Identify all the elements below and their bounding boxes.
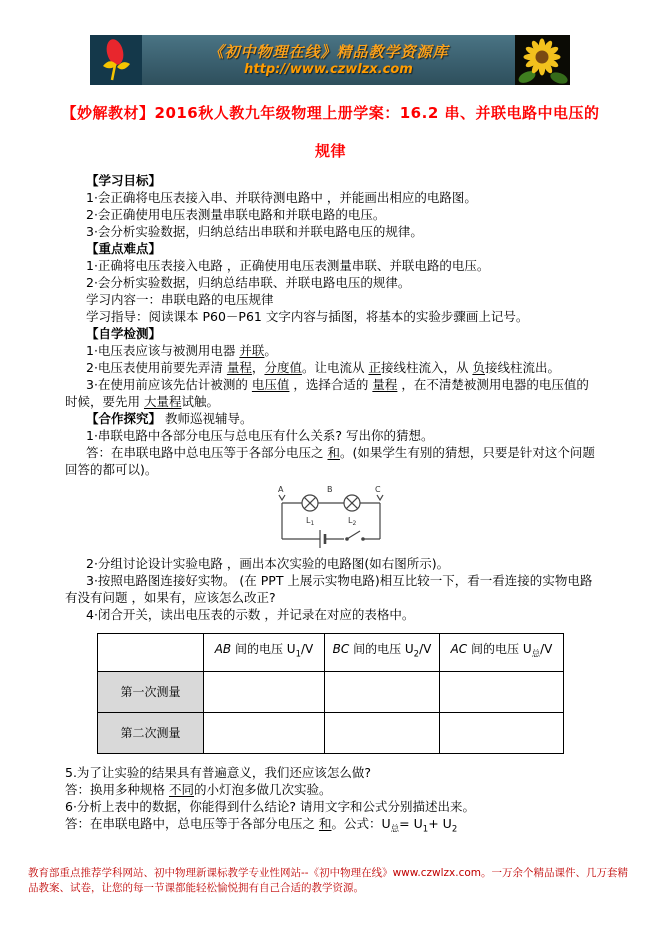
site-url-link[interactable]: http://www.czwlzx.com — [244, 61, 413, 77]
coop-question-3: 3·按照电路图连接好实物。 (在 PPT 上展示实物电路)相互比较一下，看一看连接的实物电路有没有问题 ，如果有，应该怎么改正? — [65, 573, 593, 605]
blank-answer: 正 — [368, 360, 381, 375]
blank-answer: 负 — [472, 360, 485, 375]
coop-question-4: 4·闭合开关，读出电压表的示数 ，并记录在对应的表格中。 — [86, 607, 415, 622]
blank-answer: 量程 — [226, 360, 252, 375]
learning-goal-item: 1·会正确将电压表接入串、并联待测电路中 ，并能画出相应的电路图。 — [86, 190, 477, 205]
summary-question-5: 5.为了让实验的结果具有普遍意义，我们还应该怎么做? — [65, 765, 372, 780]
coop-question-1: 1·串联电路中各部分电压与总电压有什么关系? 写出你的猜想。 — [86, 428, 434, 443]
blank-answer: 不同 — [168, 782, 194, 797]
study-guide-line: 学习指导：阅读课本 P60－P61 文字内容与插图，将基本的实验步骤画上记号。 — [86, 309, 529, 324]
blank-answer: 量程 — [372, 377, 398, 392]
coop-question-2: 2·分组讨论设计实验电路 ，画出本次实验的电路图(如右图所示)。 — [86, 556, 450, 571]
table-cell-empty — [325, 713, 440, 754]
circuit-point-a-label: A — [278, 485, 284, 494]
table-header-bc: BC 间的电压 $U_2/V$ — [325, 634, 440, 672]
table-cell-empty — [440, 672, 564, 713]
learning-goals-header: 【学习目标】 — [86, 173, 162, 188]
footer-note: 教育部重点推荐学科网站、初中物理新课标教学专业性网站--《初中物理在线》www.czwlzx.com。一万余个精品课件、几万套精品教案、试卷，让您的每一节课都能轻松愉悦拥有自己合适的教学资源。 — [28, 867, 628, 894]
self-test-header: 【自学检测】 — [86, 326, 162, 341]
page-title-line1: 【妙解教材】2016秋人教九年级物理上册学案：16.2 串、并联电路中电压的 — [61, 104, 600, 122]
page-title-line2: 规律 — [314, 142, 346, 160]
site-title: 《初中物理在线》精品教学资源库 — [208, 42, 449, 61]
coop-header: 【合作探究】 — [86, 411, 162, 426]
table-cell-empty — [325, 672, 440, 713]
self-test-item-3: 3·在使用前应该先估计被测的 电压值 ，选择合适的 量程 ，在不清楚被测用电器的电压值的时候，要先用 大量程试触。 — [65, 377, 589, 409]
row-label-second: 第二次测量 — [98, 713, 204, 754]
circuit-point-c-label: C — [375, 485, 381, 494]
circuit-point-b-label: B — [327, 485, 333, 494]
table-header-ac: AC 间的电压 $U_总/V$ — [440, 634, 564, 672]
blank-answer: 电压值 — [251, 377, 290, 392]
table-row — [98, 713, 564, 754]
blank-answer: 大量程 — [143, 394, 182, 409]
learning-goal-item: 2·会正确使用电压表测量串联电路和并联电路的电压。 — [86, 207, 386, 222]
table-cell-empty — [440, 713, 564, 754]
summary-answer-5: 答：换用多种规格 不同的小灯泡多做几次实验。 — [65, 782, 332, 797]
blank-answer: 和 — [318, 816, 332, 831]
key-point-item: 2·会分析实验数据，归纳总结串联、并联电路电压的规律。 — [86, 275, 411, 290]
coop-answer-1: 答：在串联电路中总电压等于各部分电压之 和。(如果学生有别的猜想，只要是针对这个问题回答的都可以)。 — [65, 445, 595, 477]
learning-goal-item: 3·会分析实验数据，归纳总结出串联和并联电路电压的规律。 — [86, 224, 423, 239]
banner-text-block — [142, 35, 515, 85]
blank-answer: 分度值 — [264, 360, 302, 375]
table-header-row — [98, 634, 564, 672]
summary-answer-6: 答：在串联电路中，总电压等于各部分电压之 和。公式：$U_总= U_1+ U_2$ — [65, 816, 458, 835]
page-title — [0, 94, 661, 170]
document-body — [65, 172, 597, 839]
table-cell-empty — [204, 713, 325, 754]
measurement-table — [97, 633, 564, 754]
key-point-item: 1·正确将电压表接入电路 ，正确使用电压表测量串联、并联电路的电压。 — [86, 258, 490, 273]
lamp2-label: $L_2$ — [348, 516, 357, 527]
blank-answer: 和 — [327, 445, 340, 460]
summary-question-6: 6·分析上表中的数据，你能得到什么结论? 请用文字和公式分别描述出来。 — [65, 799, 476, 814]
blank-answer: 并联 — [239, 343, 265, 358]
lamp1-label: $L_1$ — [306, 516, 315, 527]
table-row — [98, 672, 564, 713]
site-logo-icon — [90, 35, 142, 85]
self-test-item-2: 2·电压表使用前要先弄清 量程，分度值。让电流从 正接线柱流入，从 负接线柱流出。 — [86, 360, 560, 375]
circuit-diagram — [65, 483, 597, 551]
table-header-ab: AB 间的电压 $U_1/V$ — [204, 634, 325, 672]
row-label-first: 第一次测量 — [98, 672, 204, 713]
key-points-header: 【重点难点】 — [86, 241, 162, 256]
sunflower-icon — [515, 35, 570, 85]
coop-header-line: 【合作探究】 教师巡视辅导。 — [86, 411, 253, 426]
study-content-line: 学习内容一：串联电路的电压规律 — [86, 292, 274, 307]
table-cell-empty — [204, 672, 325, 713]
self-test-item-1: 1·电压表应该与被测用电器 并联。 — [86, 343, 277, 358]
site-banner — [90, 35, 570, 85]
table-corner-cell — [98, 634, 204, 672]
